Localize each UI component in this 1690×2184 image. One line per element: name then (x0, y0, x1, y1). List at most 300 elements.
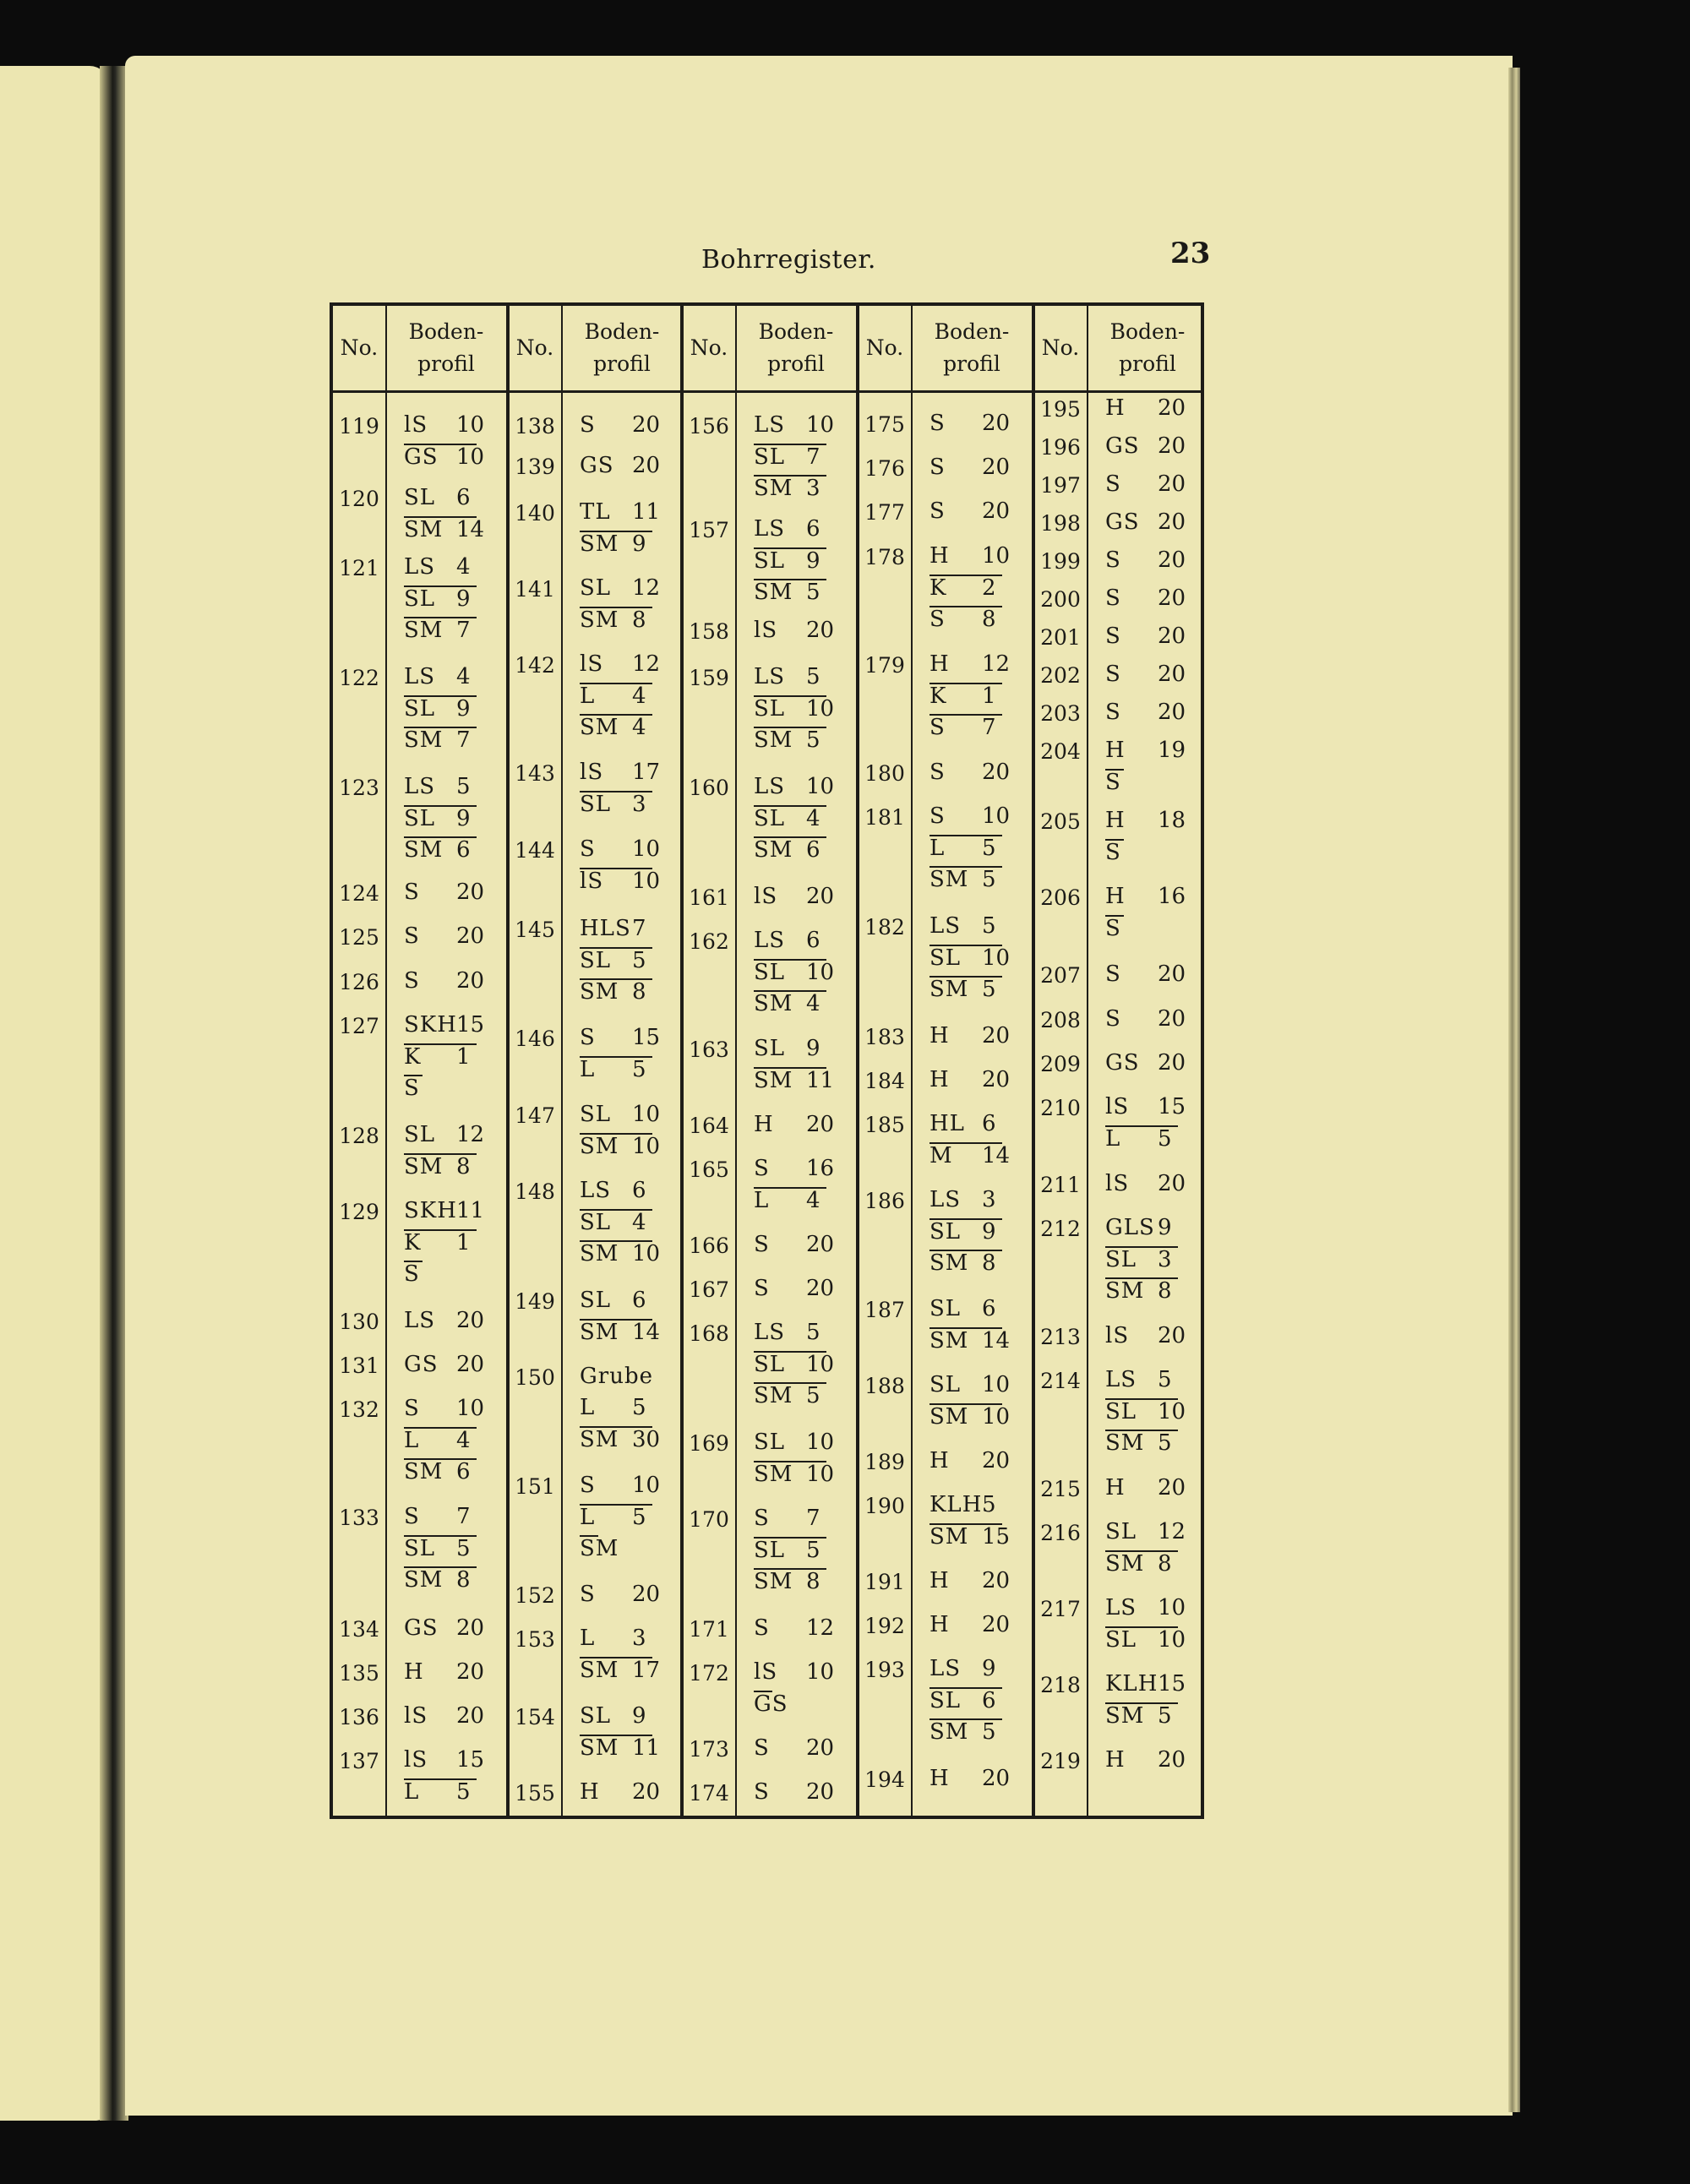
profile-layer-below: SL 6 (930, 1687, 1002, 1712)
profile-layer: H 10 (930, 543, 1011, 569)
profile-layer-below: SM 8 (1105, 1550, 1178, 1575)
profile-layer: S 20 (754, 1232, 835, 1257)
profile-layer-below: K 1 (404, 1229, 477, 1254)
book-gutter (100, 66, 128, 2121)
profile-layer: SL 6 (930, 1296, 996, 1321)
entry-no: 168 (689, 1321, 729, 1346)
profile-layer-below: S (1105, 769, 1124, 793)
profile-layer: S 7 (404, 1504, 471, 1529)
bohrregister-table (330, 302, 1204, 1819)
profile-layer: S 20 (930, 411, 1011, 436)
header-no: No. (690, 335, 728, 360)
entry-no: 210 (1040, 1096, 1081, 1120)
profile-layer-below: L 5 (1105, 1125, 1178, 1150)
profile-layer-below: SL 10 (930, 945, 1011, 971)
entry-no: 189 (864, 1450, 905, 1474)
profile-layer: lS 10 (404, 412, 485, 438)
profile-layer-below: SM 4 (754, 990, 826, 1015)
running-head: Bohrregister. (701, 245, 876, 275)
entry-no: 206 (1040, 885, 1081, 910)
profile-layer-below: SM 6 (404, 836, 477, 861)
profile-layer-below: SL 9 (404, 585, 477, 610)
entry-no: 123 (339, 776, 379, 800)
profile-layer: LS 5 (404, 774, 471, 799)
entry-no: 150 (515, 1365, 555, 1390)
profile-layer-below: L 5 (580, 1056, 652, 1081)
entry-no: 185 (864, 1113, 905, 1137)
profile-layer: H 20 (930, 1023, 1011, 1048)
profile-layer-below: L 4 (754, 1187, 826, 1212)
entry-no: 199 (1040, 549, 1081, 574)
profile-layer: S 10 (580, 836, 661, 862)
profile-layer: lS 20 (1105, 1323, 1186, 1348)
entry-no: 159 (689, 666, 729, 690)
profile-layer-below: SL 9 (404, 695, 477, 720)
profile-layer-below: SM 8 (404, 1153, 477, 1178)
profile-layer-below: lS 10 (580, 869, 661, 894)
header-bodenprofil: Boden- profil (584, 319, 660, 376)
profile-layer: H 20 (1105, 1475, 1186, 1500)
entry-no: 154 (515, 1705, 555, 1729)
profile-layer: SL 9 (754, 1036, 820, 1061)
entry-no: 176 (864, 456, 905, 481)
entry-no: 135 (339, 1661, 379, 1686)
entry-no: 179 (864, 653, 905, 678)
entry-no: 141 (515, 577, 555, 602)
entry-no: 211 (1040, 1173, 1081, 1197)
entry-no: 190 (864, 1494, 905, 1518)
entry-no: 184 (864, 1069, 905, 1093)
profile-layer-below: SL 9 (930, 1218, 1002, 1243)
profile-layer: S 7 (754, 1506, 820, 1531)
profile-layer-below: K 2 (930, 575, 1002, 599)
profile-layer-below: SM 10 (580, 1241, 661, 1266)
profile-layer: L 5 (580, 1395, 646, 1420)
profile-layer: lS 20 (404, 1703, 485, 1729)
profile-layer: SL 10 (754, 1430, 835, 1455)
header-bodenprofil: Boden- profil (934, 319, 1010, 376)
entry-no: 180 (864, 761, 905, 786)
profile-layer: SKH 11 (404, 1198, 485, 1223)
entry-no: 127 (339, 1014, 379, 1038)
profile-layer-below: K 1 (930, 683, 1002, 707)
entry-no: 134 (339, 1617, 379, 1642)
profile-layer-below: SM 5 (930, 976, 1002, 1000)
profile-layer-below: GS (754, 1691, 788, 1717)
entry-no: 172 (689, 1661, 729, 1686)
profile-layer: TL 11 (580, 499, 661, 525)
profile-layer: S 20 (1105, 662, 1186, 687)
profile-layer: lS 20 (1105, 1171, 1186, 1196)
page-stack-edge (1508, 68, 1520, 2112)
profile-layer-below: SM 7 (404, 727, 477, 751)
column-divider (735, 306, 737, 1816)
profile-layer: S 20 (404, 923, 485, 949)
entry-no: 216 (1040, 1521, 1081, 1545)
entry-no: 187 (864, 1298, 905, 1322)
profile-layer-below: SL 10 (754, 960, 835, 985)
entry-no: 215 (1040, 1477, 1081, 1501)
profile-layer-below: SL 4 (754, 805, 826, 830)
profile-layer: LS 3 (930, 1187, 996, 1212)
profile-layer-below: SM (580, 1536, 619, 1561)
profile-layer-below: SM 4 (580, 714, 652, 738)
page-number: 23 (1170, 237, 1211, 270)
profile-layer: H 20 (930, 1612, 1011, 1637)
profile-layer-below: SL 9 (404, 805, 477, 830)
entry-no: 130 (339, 1310, 379, 1334)
entry-no: 149 (515, 1289, 555, 1314)
profile-layer: LS 10 (1105, 1595, 1186, 1620)
entry-no: 182 (864, 915, 905, 940)
entry-no: 201 (1040, 625, 1081, 650)
profile-layer-below: SM 5 (1105, 1430, 1178, 1454)
profile-layer: LS 9 (930, 1656, 996, 1681)
entry-no: 157 (689, 518, 729, 542)
profile-layer: H 20 (754, 1112, 835, 1137)
profile-layer-below: SM 10 (580, 1134, 661, 1159)
entry-no: 214 (1040, 1369, 1081, 1393)
profile-layer-below: SM 5 (930, 866, 1002, 890)
profile-layer: GS 20 (404, 1352, 485, 1377)
profile-layer-below: SL 7 (754, 444, 826, 468)
entry-no: 120 (339, 487, 379, 511)
entry-no: 166 (689, 1234, 729, 1258)
entry-no: 173 (689, 1737, 729, 1762)
profile-layer-below: SM 5 (754, 579, 826, 603)
profile-layer: S 20 (404, 880, 485, 905)
profile-layer: H 20 (580, 1779, 661, 1805)
header-rule (333, 390, 1201, 393)
profile-layer: SL 9 (580, 1703, 646, 1729)
profile-layer-below: SL 10 (754, 1352, 835, 1377)
entry-no: 178 (864, 545, 905, 569)
profile-layer: S 10 (404, 1396, 485, 1421)
profile-layer: LS 10 (754, 774, 835, 799)
profile-layer: GS 20 (404, 1615, 485, 1641)
entry-no: 121 (339, 556, 379, 580)
profile-layer-below: L 4 (580, 683, 652, 707)
header-bodenprofil: Boden- profil (1109, 319, 1186, 376)
entry-no: 156 (689, 414, 729, 438)
profile-layer-below: L 5 (580, 1504, 652, 1528)
profile-layer-below: SM 17 (580, 1658, 661, 1683)
profile-layer-below: SM 14 (404, 517, 485, 542)
profile-layer-below: SM 11 (580, 1735, 661, 1761)
entry-no: 133 (339, 1506, 379, 1530)
profile-layer: SKH 15 (404, 1012, 485, 1038)
profile-layer: H 20 (930, 1766, 1011, 1791)
entry-no: 165 (689, 1157, 729, 1182)
entry-no: 167 (689, 1277, 729, 1302)
profile-layer: LS 4 (404, 554, 471, 580)
column-divider (385, 306, 387, 1816)
profile-layer: LS 20 (404, 1308, 485, 1333)
profile-layer: GLS 9 (1105, 1215, 1172, 1240)
entry-no: 177 (864, 500, 905, 525)
profile-layer-below: SM 5 (754, 727, 826, 751)
entry-no: 202 (1040, 663, 1081, 688)
entry-no: 146 (515, 1027, 555, 1051)
profile-layer-below: SM 14 (930, 1328, 1011, 1353)
profile-layer: GS 20 (1105, 1050, 1186, 1076)
profile-layer-below: SL 5 (404, 1535, 477, 1560)
entry-no: 170 (689, 1507, 729, 1532)
profile-layer: S 20 (580, 412, 661, 438)
entry-no: 161 (689, 885, 729, 910)
entry-no: 132 (339, 1397, 379, 1422)
entry-no: 200 (1040, 587, 1081, 612)
profile-layer: lS 15 (1105, 1094, 1186, 1119)
header-no: No. (515, 335, 554, 360)
entry-no: 195 (1040, 397, 1081, 422)
entry-no: 208 (1040, 1008, 1081, 1032)
profile-layer-below: S 8 (930, 606, 1002, 630)
profile-layer: S 12 (754, 1615, 835, 1641)
profile-layer-below: L 5 (404, 1778, 477, 1803)
header-bodenprofil: Boden- profil (408, 319, 484, 376)
profile-layer: HLS 7 (580, 916, 646, 941)
profile-layer: S 20 (1105, 471, 1186, 497)
profile-layer: H 20 (930, 1067, 1011, 1092)
profile-layer-below: SM 3 (754, 475, 826, 499)
profile-layer: GS 20 (1105, 509, 1186, 535)
profile-layer: SL 12 (580, 575, 661, 601)
profile-layer: H 20 (930, 1568, 1011, 1593)
profile-layer-below: SL 10 (754, 696, 835, 722)
profile-layer: LS 6 (580, 1178, 646, 1203)
entry-no: 125 (339, 925, 379, 950)
profile-layer: S 16 (754, 1156, 835, 1181)
profile-layer: SL 6 (580, 1288, 646, 1313)
profile-layer: KLH 15 (1105, 1671, 1186, 1697)
profile-layer-below: SM 8 (754, 1568, 826, 1593)
profile-layer-below: M 14 (930, 1143, 1011, 1168)
entry-no: 194 (864, 1767, 905, 1792)
entry-no: 169 (689, 1431, 729, 1456)
entry-no: 196 (1040, 435, 1081, 460)
profile-layer: H 19 (1105, 738, 1186, 763)
profile-layer-below: S (404, 1261, 422, 1285)
entry-no: 218 (1040, 1673, 1081, 1697)
profile-layer-below: L 5 (930, 835, 1002, 859)
profile-layer: LS 5 (754, 1320, 820, 1345)
profile-layer-below: SM 6 (754, 836, 826, 861)
profile-layer: S 20 (754, 1735, 835, 1761)
profile-layer-below: SL 10 (1105, 1627, 1186, 1653)
header-no: No. (340, 335, 379, 360)
profile-layer-below: SL 5 (754, 1537, 826, 1561)
entry-no: 148 (515, 1179, 555, 1204)
profile-layer-below: SL 9 (754, 547, 826, 572)
entry-no: 207 (1040, 963, 1081, 988)
profile-layer: S 20 (1105, 700, 1186, 725)
entry-no: 183 (864, 1025, 905, 1049)
entry-no: 140 (515, 501, 555, 526)
entry-no: 193 (864, 1658, 905, 1682)
profile-layer-below: K 1 (404, 1043, 477, 1068)
profile-layer-below: SM 14 (580, 1320, 661, 1345)
profile-layer-below: SL 4 (580, 1209, 652, 1234)
entry-no: 142 (515, 653, 555, 678)
entry-no: 186 (864, 1189, 905, 1213)
profile-layer-below: S (1105, 915, 1124, 940)
entry-no: 197 (1040, 473, 1081, 498)
entry-no: 219 (1040, 1749, 1081, 1773)
profile-layer: LS 5 (930, 913, 996, 939)
profile-layer-below: SM 5 (754, 1382, 826, 1407)
profile-layer-below: SL 3 (1105, 1246, 1178, 1271)
profile-layer: S 15 (580, 1025, 661, 1050)
entry-no: 131 (339, 1353, 379, 1378)
profile-layer: S 20 (754, 1276, 835, 1301)
profile-layer: H 16 (1105, 884, 1186, 909)
entry-no: 212 (1040, 1217, 1081, 1241)
profile-layer: S 10 (930, 803, 1011, 829)
entry-no: 143 (515, 761, 555, 786)
profile-layer: lS 15 (404, 1747, 485, 1773)
profile-layer-below: SL 3 (580, 791, 652, 815)
entry-no: 191 (864, 1570, 905, 1594)
profile-layer: LS 4 (404, 664, 471, 689)
profile-layer: Grube (580, 1364, 653, 1389)
profile-layer-below: SM 6 (404, 1458, 477, 1483)
profile-layer: H 12 (930, 651, 1011, 677)
entry-no: 136 (339, 1705, 379, 1729)
entry-no: 192 (864, 1614, 905, 1638)
profile-layer: lS 12 (580, 651, 661, 677)
entry-no: 174 (689, 1781, 729, 1805)
profile-layer: L 3 (580, 1626, 646, 1651)
profile-layer-below: SM 8 (404, 1566, 477, 1591)
profile-layer-below: SL 10 (1105, 1399, 1186, 1424)
entry-no: 160 (689, 776, 729, 800)
entry-no: 155 (515, 1781, 555, 1805)
entry-no: 203 (1040, 701, 1081, 726)
profile-layer-below: SM 30 (580, 1427, 661, 1452)
profile-layer: H 20 (1105, 1747, 1186, 1773)
profile-layer-below: SM 7 (404, 617, 477, 641)
profile-layer-below: S 7 (930, 714, 1002, 738)
column-divider (1087, 306, 1088, 1816)
profile-layer: S 20 (1105, 1006, 1186, 1032)
entry-no: 204 (1040, 739, 1081, 764)
profile-layer: LS 10 (754, 412, 835, 438)
entry-no: 138 (515, 414, 555, 438)
profile-layer: SL 10 (930, 1372, 1011, 1397)
entry-no: 188 (864, 1374, 905, 1398)
profile-layer: H 20 (930, 1448, 1011, 1473)
header-no: No. (865, 335, 904, 360)
entry-no: 162 (689, 929, 729, 954)
entry-no: 139 (515, 455, 555, 479)
profile-layer: LS 6 (754, 928, 820, 953)
entry-no: 124 (339, 881, 379, 906)
profile-layer-below: GS 10 (404, 444, 485, 470)
profile-layer: S 20 (1105, 547, 1186, 573)
profile-layer-below: SM 5 (930, 1718, 1002, 1743)
entry-no: 128 (339, 1124, 379, 1148)
profile-layer: lS 10 (754, 1659, 835, 1685)
column-divider (561, 306, 563, 1816)
profile-layer: SL 12 (1105, 1519, 1186, 1544)
profile-layer: SL 12 (404, 1122, 485, 1147)
entry-no: 175 (864, 412, 905, 437)
header-no: No. (1041, 335, 1080, 360)
profile-layer: LS 5 (754, 664, 820, 689)
entry-no: 164 (689, 1114, 729, 1138)
entry-no: 209 (1040, 1052, 1081, 1076)
profile-layer: S 20 (754, 1779, 835, 1805)
profile-layer-below: SL 5 (580, 947, 652, 972)
entry-no: 147 (515, 1103, 555, 1128)
profile-layer: S 20 (930, 760, 1011, 785)
profile-layer: SL 10 (580, 1102, 661, 1127)
profile-layer: LS 5 (1105, 1367, 1172, 1392)
profile-layer-below: SM 8 (1105, 1277, 1178, 1302)
profile-layer: S 20 (404, 968, 485, 994)
profile-layer-below: SM 15 (930, 1524, 1011, 1549)
profile-layer: H 20 (404, 1659, 485, 1685)
entry-no: 144 (515, 838, 555, 863)
column-divider (911, 306, 913, 1816)
entry-no: 122 (339, 666, 379, 690)
profile-layer: GS 20 (580, 453, 661, 478)
profile-layer: H 20 (1105, 395, 1186, 421)
profile-layer: HL 6 (930, 1111, 996, 1136)
entry-no: 213 (1040, 1325, 1081, 1349)
header-bodenprofil: Boden- profil (758, 319, 834, 376)
profile-layer: KLH 5 (930, 1492, 996, 1517)
profile-layer: SL 6 (404, 485, 471, 510)
profile-layer: S 10 (580, 1473, 661, 1498)
profile-layer-below: SM 8 (580, 978, 652, 1003)
entry-no: 151 (515, 1474, 555, 1499)
entry-no: 217 (1040, 1597, 1081, 1621)
entry-no: 129 (339, 1200, 379, 1224)
profile-layer-below: SM 5 (1105, 1702, 1178, 1727)
entry-no: 152 (515, 1583, 555, 1608)
profile-layer-below: S (404, 1075, 422, 1099)
entry-no: 153 (515, 1627, 555, 1652)
entry-no: 145 (515, 918, 555, 942)
profile-layer-below: SM 8 (930, 1250, 1002, 1274)
entry-no: 126 (339, 970, 379, 994)
profile-layer: S 20 (1105, 961, 1186, 987)
entry-no: 205 (1040, 809, 1081, 834)
profile-layer-below: SM 8 (580, 607, 652, 631)
entry-no: 163 (689, 1038, 729, 1062)
profile-layer: lS 20 (754, 618, 835, 643)
profile-layer-below: L 4 (404, 1427, 477, 1451)
profile-layer-below: SM 9 (580, 531, 652, 555)
profile-layer: S 20 (1105, 585, 1186, 611)
profile-layer: S 20 (930, 498, 1011, 524)
entry-no: 137 (339, 1749, 379, 1773)
profile-layer-below: SM 10 (754, 1462, 835, 1487)
profile-layer-below: SM 10 (930, 1404, 1011, 1430)
profile-layer: GS 20 (1105, 433, 1186, 459)
profile-layer-below: SM 11 (754, 1068, 835, 1093)
profile-layer: lS 20 (754, 884, 835, 909)
profile-layer: H 18 (1105, 808, 1186, 833)
profile-layer: LS 6 (754, 516, 820, 542)
entry-no: 158 (689, 619, 729, 644)
entry-no: 181 (864, 805, 905, 830)
profile-layer: S 20 (1105, 624, 1186, 649)
profile-layer: lS 17 (580, 760, 661, 785)
entry-no: 171 (689, 1617, 729, 1642)
